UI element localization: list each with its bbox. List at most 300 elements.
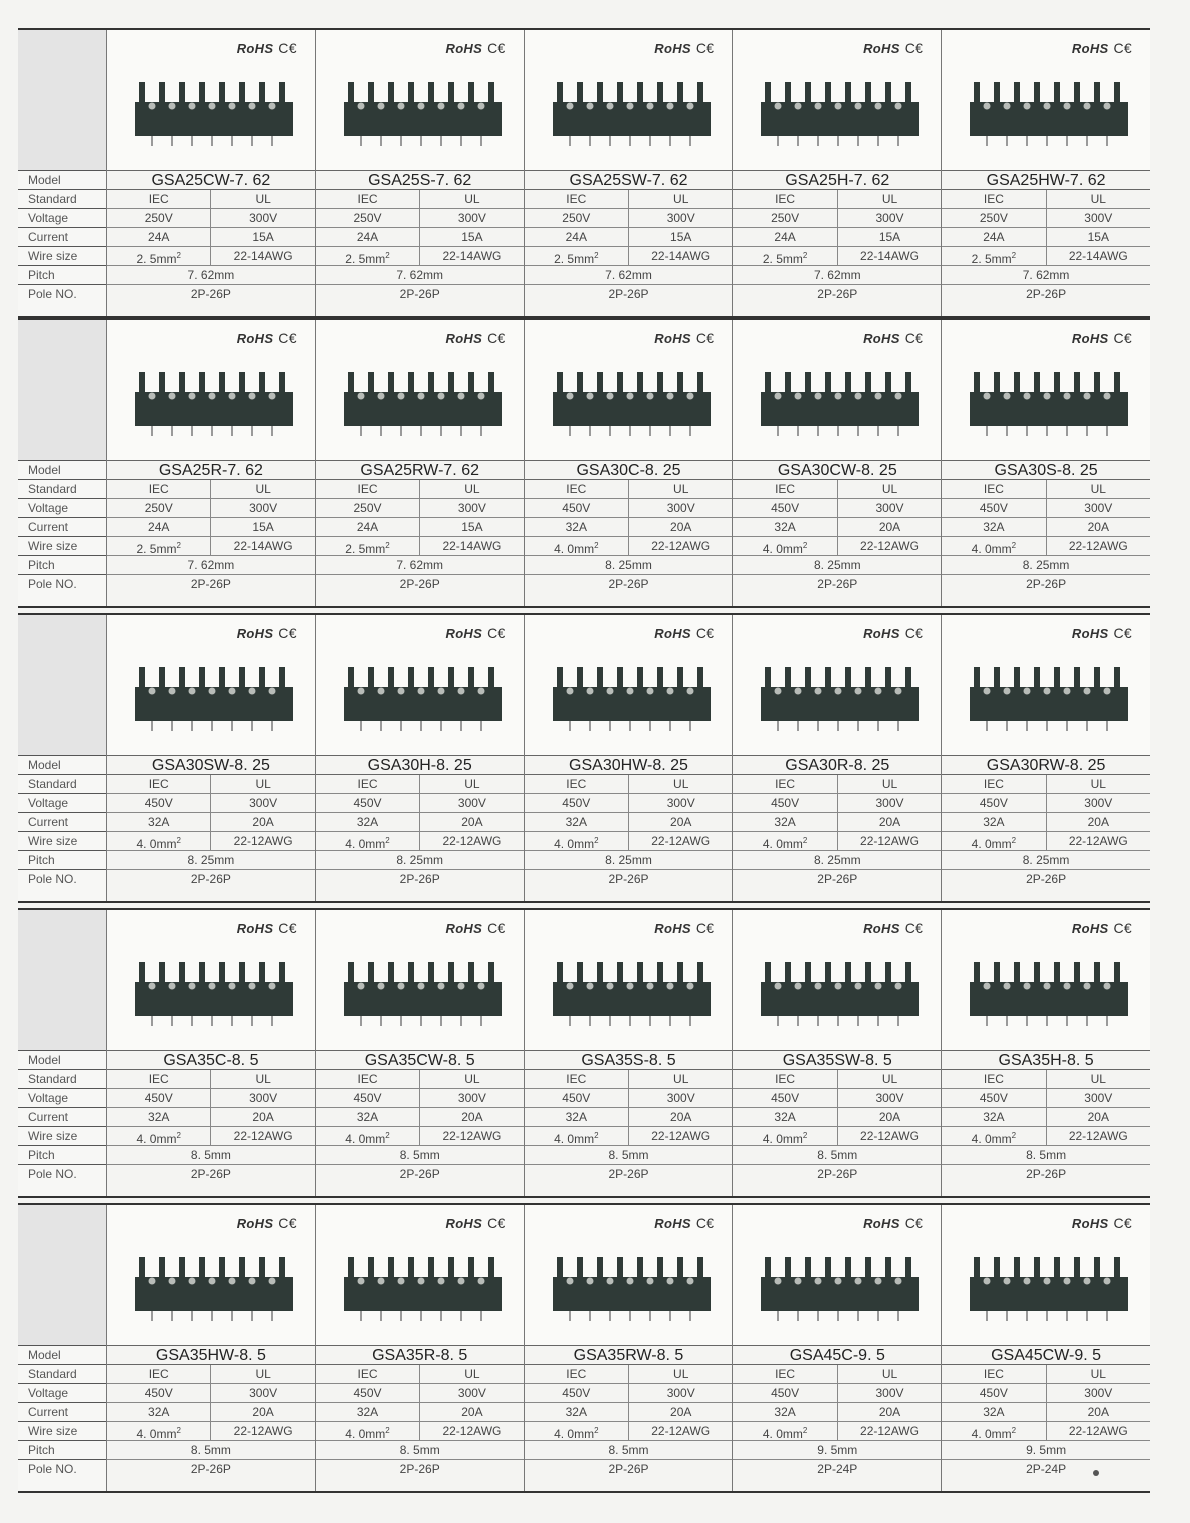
product-cell (315, 320, 524, 606)
terminal-barrier (885, 372, 891, 396)
label-voltage: Voltage (18, 498, 106, 517)
current-row (316, 813, 524, 832)
voltage-row (107, 1384, 315, 1403)
terminal-barrier (239, 82, 245, 106)
standard-iec: IEC (148, 1072, 169, 1086)
voltage-ul: 300V (837, 1089, 941, 1107)
current-row (733, 228, 941, 247)
standard-iec: IEC (566, 1367, 587, 1381)
screw-icon (209, 103, 216, 110)
terminal-barrier (239, 962, 245, 986)
terminal-barrier (1114, 1257, 1120, 1281)
terminal-barrier (1074, 962, 1080, 986)
label-standard: Standard (18, 1364, 106, 1383)
ce-mark-icon: C€ (1113, 1215, 1132, 1231)
pin-icon (1066, 426, 1068, 436)
pin-icon (897, 721, 899, 731)
pin-icon (649, 136, 651, 146)
screw-icon (249, 1278, 256, 1285)
terminal-barrier (637, 962, 643, 986)
wire-size-ul: 22-12AWG (419, 832, 523, 850)
standard-iec: IEC (983, 1072, 1004, 1086)
wire-size-ul: 22-12AWG (837, 1127, 941, 1145)
current-iec: 32A (774, 815, 796, 829)
pin-icon (440, 426, 442, 436)
product-image (942, 615, 1150, 756)
terminal-barrier (219, 667, 225, 691)
pin-icon (380, 1016, 382, 1026)
terminal-barrier (428, 962, 434, 986)
wire-size-ul: 22-12AWG (628, 1422, 732, 1440)
terminal-barrier (1074, 667, 1080, 691)
terminal-barrier (577, 82, 583, 106)
current-ul: 15A (419, 228, 523, 246)
terminal-barrier (697, 82, 703, 106)
rohs-label: RoHS (445, 41, 483, 56)
spec-labels (18, 1205, 106, 1491)
pin-icon (897, 136, 899, 146)
terminal-barrier (1074, 372, 1080, 396)
pitch-value: 8. 25mm (942, 851, 1150, 870)
screw-icon (397, 1278, 404, 1285)
current-iec: 24A (148, 230, 170, 244)
terminal-barrier (348, 667, 354, 691)
pin-icon (689, 721, 691, 731)
rohs-ce-mark (654, 625, 714, 641)
terminal-barrier (1054, 667, 1060, 691)
terminal-barrier (279, 667, 285, 691)
current-iec: 32A (983, 1405, 1005, 1419)
terminal-barrier (239, 1257, 245, 1281)
pin-icon (151, 721, 153, 731)
terminal-barrier (159, 82, 165, 106)
screw-icon (984, 103, 991, 110)
label-voltage: Voltage (18, 1383, 106, 1402)
terminal-barrier (597, 667, 603, 691)
product-cell (941, 320, 1150, 606)
voltage-row (942, 1384, 1150, 1403)
screw-icon (457, 983, 464, 990)
wire-size-exponent: 2 (176, 541, 181, 550)
product-block (18, 318, 1150, 608)
pin-icon (817, 1311, 819, 1321)
wire-size-ul: 22-14AWG (210, 247, 314, 265)
pin-icon (877, 1311, 879, 1321)
terminal-barrier (448, 667, 454, 691)
pin-icon (817, 1016, 819, 1026)
label-image-spacer (18, 910, 106, 1050)
standard-ul: UL (210, 1365, 314, 1383)
wire-size-row (316, 1422, 524, 1441)
voltage-iec: 450V (771, 501, 800, 515)
screw-icon (477, 688, 484, 695)
current-iec: 24A (774, 230, 796, 244)
pin-icon (151, 1311, 153, 1321)
pin-icon (669, 1016, 671, 1026)
screw-icon (566, 688, 573, 695)
terminal-barrier (905, 82, 911, 106)
terminal-barrier (139, 962, 145, 986)
wire-size-ul: 22-14AWG (419, 247, 523, 265)
screw-icon (1104, 1278, 1111, 1285)
terminal-barrier (388, 1257, 394, 1281)
current-row (107, 1403, 315, 1422)
wire-size-row (316, 537, 524, 556)
rohs-ce-mark (654, 920, 714, 936)
terminal-barrier (239, 667, 245, 691)
pin-icon (1106, 1311, 1108, 1321)
model-name: GSA35C-8. 5 (107, 1051, 315, 1070)
terminal-barrier (765, 1257, 771, 1281)
standard-iec: IEC (566, 482, 587, 496)
pin-icon (480, 1016, 482, 1026)
terminal-barrier (388, 372, 394, 396)
model-name: GSA30CW-8. 25 (733, 461, 941, 480)
standard-row (107, 480, 315, 499)
rohs-ce-mark (863, 920, 923, 936)
ce-mark-icon: C€ (278, 40, 297, 56)
wire-size-exponent: 2 (1011, 541, 1017, 550)
screw-icon (189, 688, 196, 695)
screw-icon (875, 103, 882, 110)
pin-icon (1006, 721, 1008, 731)
rohs-ce-mark (446, 330, 506, 346)
pin-icon (360, 426, 362, 436)
standard-iec: IEC (357, 192, 378, 206)
current-row (733, 813, 941, 832)
screw-icon (984, 1278, 991, 1285)
terminal-barrier (657, 667, 663, 691)
screw-icon (895, 393, 902, 400)
wire-size-row (733, 537, 941, 556)
screw-icon (377, 1278, 384, 1285)
screw-icon (1044, 103, 1051, 110)
standard-row (942, 480, 1150, 499)
terminal-barrier (617, 82, 623, 106)
pin-icon (897, 1311, 899, 1321)
product-image (316, 30, 524, 171)
voltage-ul: 300V (628, 794, 732, 812)
pin-icon (231, 426, 233, 436)
voltage-ul: 300V (1046, 794, 1150, 812)
terminal-barrier (677, 82, 683, 106)
screw-icon (775, 983, 782, 990)
screw-icon (835, 1278, 842, 1285)
terminal-barrier (368, 1257, 374, 1281)
terminal-barrier (577, 1257, 583, 1281)
terminal-barrier (805, 82, 811, 106)
standard-row (942, 190, 1150, 209)
terminal-barrier (845, 667, 851, 691)
wire-size-exponent: 2 (594, 1131, 599, 1140)
screw-icon (417, 1278, 424, 1285)
rohs-label: RoHS (236, 626, 274, 641)
screw-icon (269, 1278, 276, 1285)
screw-icon (606, 393, 613, 400)
current-ul: 20A (837, 813, 941, 831)
standard-ul: UL (1046, 1365, 1150, 1383)
pitch-value: 7. 62mm (316, 556, 524, 575)
current-iec: 32A (774, 520, 796, 534)
screw-icon (189, 1278, 196, 1285)
screw-icon (566, 1278, 573, 1285)
wire-size-exponent: 2 (1011, 1131, 1017, 1140)
terminal-barrier (368, 667, 374, 691)
screw-icon (269, 688, 276, 695)
terminal-barrier (1074, 1257, 1080, 1281)
wire-size-ul: 22-12AWG (628, 1127, 732, 1145)
standard-row (316, 775, 524, 794)
current-ul: 20A (210, 1108, 314, 1126)
terminal-barrier (1114, 667, 1120, 691)
terminal-barrier (468, 962, 474, 986)
voltage-ul: 300V (210, 209, 314, 227)
voltage-iec: 250V (144, 501, 173, 515)
pin-icon (777, 136, 779, 146)
current-row (525, 228, 733, 247)
terminal-barrier (259, 667, 265, 691)
ce-mark-icon: C€ (278, 330, 297, 346)
pin-icon (380, 721, 382, 731)
screw-icon (566, 103, 573, 110)
terminal-barrier (885, 1257, 891, 1281)
pin-icon (857, 1311, 859, 1321)
ce-mark-icon: C€ (1113, 40, 1132, 56)
product-cell (106, 910, 315, 1196)
terminal-barrier (1054, 372, 1060, 396)
pin-icon (360, 1311, 362, 1321)
voltage-row (942, 1089, 1150, 1108)
spec-labels (18, 615, 106, 901)
voltage-ul: 300V (210, 1089, 314, 1107)
terminal-barrier (905, 962, 911, 986)
screw-icon (815, 983, 822, 990)
screw-icon (855, 1278, 862, 1285)
terminal-barrier (805, 1257, 811, 1281)
model-name: GSA35CW-8. 5 (316, 1051, 524, 1070)
terminal-barrier (179, 82, 185, 106)
pin-icon (629, 1311, 631, 1321)
standard-iec: IEC (357, 777, 378, 791)
wire-size-exponent: 2 (1011, 251, 1017, 260)
wire-size-iec-value: 2. 5mm (345, 252, 386, 266)
terminal-barrier (1014, 962, 1020, 986)
current-ul: 20A (210, 813, 314, 831)
standard-ul: UL (419, 480, 523, 498)
pole-value: 2P-26P (608, 287, 649, 301)
screw-icon (397, 983, 404, 990)
pin-icon (609, 1016, 611, 1026)
wire-size-exponent: 2 (802, 251, 808, 260)
terminal-barrier (677, 1257, 683, 1281)
product-block (18, 908, 1150, 1198)
terminal-barrier (219, 962, 225, 986)
current-iec: 32A (774, 1405, 796, 1419)
screw-icon (984, 393, 991, 400)
rohs-ce-mark (446, 920, 506, 936)
terminal-barrier (905, 667, 911, 691)
product-image (733, 30, 941, 171)
label-current: Current (18, 1402, 106, 1421)
pole-value: 2P-26P (608, 872, 649, 886)
terminal-barrier (845, 82, 851, 106)
pin-icon (857, 1016, 859, 1026)
pin-icon (420, 1016, 422, 1026)
rohs-ce-mark (1072, 1215, 1132, 1231)
voltage-ul: 300V (1046, 209, 1150, 227)
pin-icon (480, 1311, 482, 1321)
terminal-block-icon (755, 1247, 925, 1337)
pin-icon (1006, 1016, 1008, 1026)
wire-size-exponent: 2 (385, 836, 390, 845)
screw-icon (1004, 983, 1011, 990)
pole-value: 2P-26P (817, 287, 858, 301)
wire-size-exponent: 2 (594, 836, 599, 845)
terminal-barrier (845, 962, 851, 986)
pin-icon (986, 136, 988, 146)
wire-size-ul: 22-12AWG (419, 1127, 523, 1145)
terminal-barrier (1034, 962, 1040, 986)
terminal-barrier (448, 82, 454, 106)
terminal-barrier (885, 667, 891, 691)
pin-icon (211, 1311, 213, 1321)
pin-icon (460, 1311, 462, 1321)
standard-iec: IEC (566, 192, 587, 206)
voltage-ul: 300V (210, 499, 314, 517)
pole-value: 2P-26P (817, 577, 858, 591)
voltage-iec: 450V (144, 1386, 173, 1400)
pin-icon (837, 1016, 839, 1026)
screw-icon (1004, 103, 1011, 110)
current-iec: 32A (356, 815, 379, 829)
pin-icon (797, 1016, 799, 1026)
screw-icon (666, 983, 673, 990)
terminal-barrier (657, 82, 663, 106)
terminal-barrier (388, 667, 394, 691)
terminal-barrier (905, 372, 911, 396)
current-ul: 15A (210, 228, 314, 246)
terminal-barrier (1034, 667, 1040, 691)
screw-icon (1044, 393, 1051, 400)
wire-size-iec (316, 1422, 419, 1440)
pin-icon (986, 426, 988, 436)
screw-icon (984, 688, 991, 695)
label-pole: Pole NO. (18, 869, 106, 888)
pin-icon (569, 426, 571, 436)
ce-mark-icon: C€ (1113, 625, 1132, 641)
terminal-barrier (1014, 667, 1020, 691)
current-iec: 32A (983, 520, 1005, 534)
pin-icon (986, 721, 988, 731)
pole-value: 2P-26P (190, 872, 231, 886)
pin-icon (569, 1016, 571, 1026)
rohs-ce-mark (237, 1215, 297, 1231)
standard-row (525, 775, 733, 794)
terminal-barrier (974, 1257, 980, 1281)
pin-icon (877, 136, 879, 146)
pin-icon (251, 1016, 253, 1026)
screw-icon (397, 103, 404, 110)
wire-size-ul: 22-12AWG (837, 537, 941, 555)
standard-row (942, 1070, 1150, 1089)
wire-size-exponent: 2 (385, 541, 390, 550)
current-iec: 32A (565, 1405, 587, 1419)
pin-icon (440, 721, 442, 731)
screw-icon (1084, 103, 1091, 110)
wire-size-exponent: 2 (802, 1426, 808, 1435)
label-standard: Standard (18, 479, 106, 498)
terminal-block-icon (964, 72, 1134, 162)
terminal-barrier (974, 667, 980, 691)
screw-icon (646, 983, 653, 990)
pin-icon (609, 721, 611, 731)
pole-value: 2P-26P (608, 577, 649, 591)
current-row (942, 1108, 1150, 1127)
pin-icon (360, 1016, 362, 1026)
label-pitch: Pitch (18, 850, 106, 869)
voltage-iec: 450V (979, 1091, 1008, 1105)
pitch-value: 7. 62mm (107, 266, 315, 285)
terminal-barrier (677, 667, 683, 691)
rohs-ce-mark (446, 625, 506, 641)
label-wire-size: Wire size (18, 831, 106, 850)
terminal-barrier (825, 372, 831, 396)
standard-row (733, 480, 941, 499)
screw-icon (1044, 688, 1051, 695)
terminal-block-icon (338, 952, 508, 1042)
standard-ul: UL (1046, 1070, 1150, 1088)
wire-size-exponent: 2 (594, 541, 599, 550)
screw-icon (1024, 688, 1031, 695)
rohs-label: RoHS (1071, 921, 1109, 936)
spec-labels (18, 320, 106, 606)
wire-size-iec (942, 1127, 1045, 1145)
screw-icon (686, 393, 693, 400)
product-image (733, 615, 941, 756)
wire-size-iec-value: 4. 0mm (136, 1427, 177, 1441)
terminal-barrier (805, 962, 811, 986)
pin-icon (251, 426, 253, 436)
product-image (942, 320, 1150, 461)
terminal-barrier (1114, 82, 1120, 106)
wire-size-exponent: 2 (1011, 836, 1017, 845)
wire-size-ul: 22-14AWG (628, 247, 732, 265)
terminal-barrier (1014, 372, 1020, 396)
terminal-barrier (408, 82, 414, 106)
screw-icon (229, 393, 236, 400)
label-model: Model (18, 1345, 106, 1364)
voltage-row (107, 794, 315, 813)
label-image-spacer (18, 615, 106, 755)
pin-icon (420, 136, 422, 146)
screw-icon (209, 688, 216, 695)
pin-icon (420, 1311, 422, 1321)
pin-icon (1106, 426, 1108, 436)
current-iec: 32A (148, 815, 170, 829)
pin-icon (460, 426, 462, 436)
terminal-barrier (368, 82, 374, 106)
screw-icon (626, 103, 633, 110)
terminal-barrier (1034, 82, 1040, 106)
voltage-iec: 250V (353, 501, 382, 515)
model-name: GSA35S-8. 5 (525, 1051, 733, 1070)
pin-icon (1026, 426, 1028, 436)
ce-mark-icon: C€ (695, 920, 715, 936)
pin-icon (609, 1311, 611, 1321)
terminal-barrier (1094, 667, 1100, 691)
voltage-ul: 300V (1046, 1384, 1150, 1402)
screw-icon (626, 393, 633, 400)
